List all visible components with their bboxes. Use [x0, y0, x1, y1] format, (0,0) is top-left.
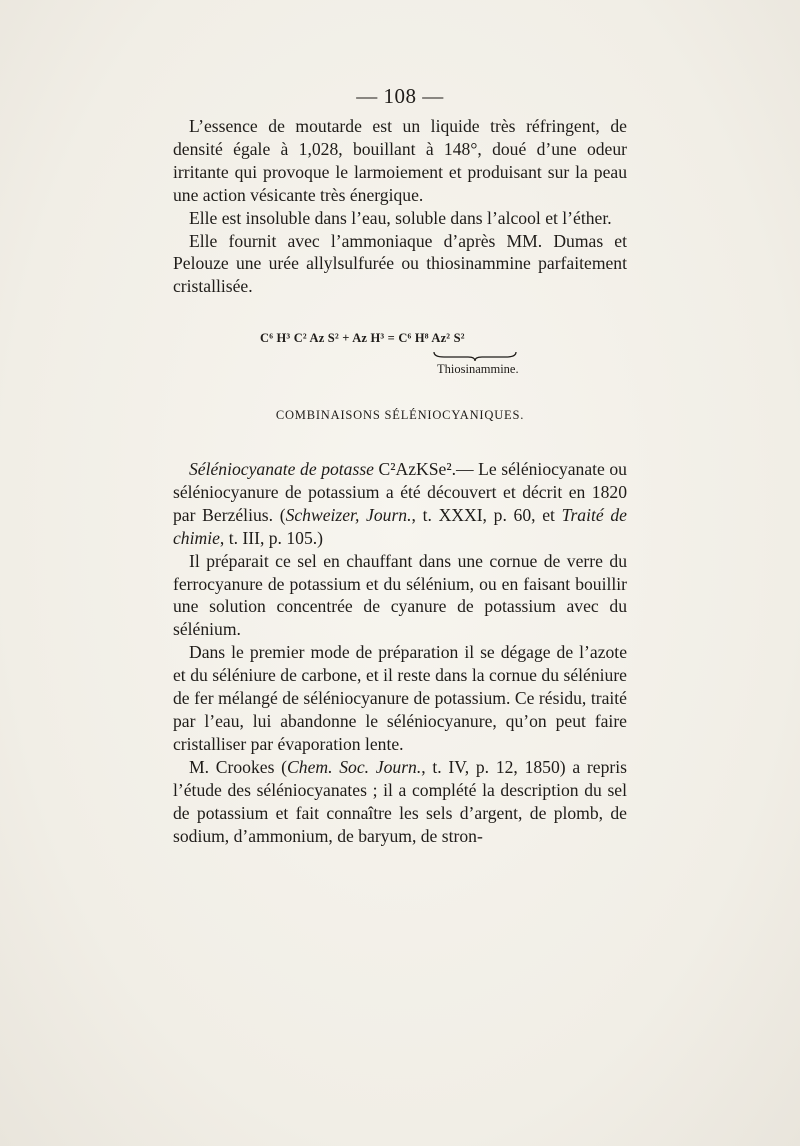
paragraph-2: Elle est insoluble dans l’eau, soluble dans l’alcool et l’éther. [189, 207, 612, 228]
paragraph-4-text-b: , t. XXXI, p. 60, et [411, 504, 562, 525]
equation-label: Thiosinammine. [437, 362, 519, 376]
chemical-equation: C⁶ H³ C² Az S² + Az H³ = C⁶ H⁸ Az² S² [260, 331, 465, 345]
reference-traite: Traité de chimie [173, 504, 627, 548]
paragraph-5: Il préparait ce sel en chauffant dans une cornue de verre du ferrocyanure de potassium et du sélénium, ou en faisant bouillir une solution concentrée de cyanure de potassium avec du sélénium. [173, 550, 627, 640]
reference-chem-soc: Chem. Soc. Journ. [287, 756, 422, 777]
underbrace-icon [432, 350, 518, 362]
section-body [173, 458, 627, 847]
paragraph-1: L’essence de moutarde est un liquide très réfringent, de densité égale à 1,028, bouillant à 148°, doué d’une odeur irritante qui provoque le larmoiement et produisant sur la peau une action vésicante très énergique. [173, 116, 627, 205]
paragraph-3: Elle fournit avec l’ammoniaque d’après MM. Dumas et Pelouze une urée allylsulfurée ou thiosinammine parfaitement cristallisée. [173, 230, 627, 297]
section-heading: COMBINAISONS SÉLÉNIOCYANIQUES. [275, 408, 525, 422]
compound-formula: C²AzKSe². [373, 459, 457, 479]
paragraph-7 [173, 756, 627, 848]
paragraph-7-text-b: , t. IV, p. 12, 1850) a repris l’étude des séléniocyanates ; il a complété la description du sel de potassium et fait connaître les sels d’argent, de plomb, de sodium, d’ammonium, de baryum, de stron- [173, 756, 627, 846]
paragraph-6: Dans le premier mode de préparation il se dégage de l’azote et du séléniure de carbone, et il reste dans la cornue du séléniure de fer mélangé de séléniocyanure de potassium. Ce résidu, traité par l’eau, lui abandonne le séléniocyanure, qu’on peut faire cristalliser par évaporation lente. [173, 642, 627, 754]
paragraph-essence-moutarde [173, 115, 627, 298]
paragraph-4-text-a: — Le séléniocyanate ou séléniocyanure de potassium a été découvert et décrit en 1820 par Berzélius. ( [173, 459, 627, 525]
reference-schweizer: Schweizer, Journ. [285, 504, 412, 525]
page-number: — 108 — [356, 84, 444, 108]
compound-name: Séléniocyanate de potasse [189, 459, 374, 479]
paragraph-7-text-a: M. Crookes ( [189, 756, 288, 777]
paragraph-4-text-c: , t. III, p. 105.) [219, 527, 324, 548]
paragraph-4 [173, 458, 627, 550]
